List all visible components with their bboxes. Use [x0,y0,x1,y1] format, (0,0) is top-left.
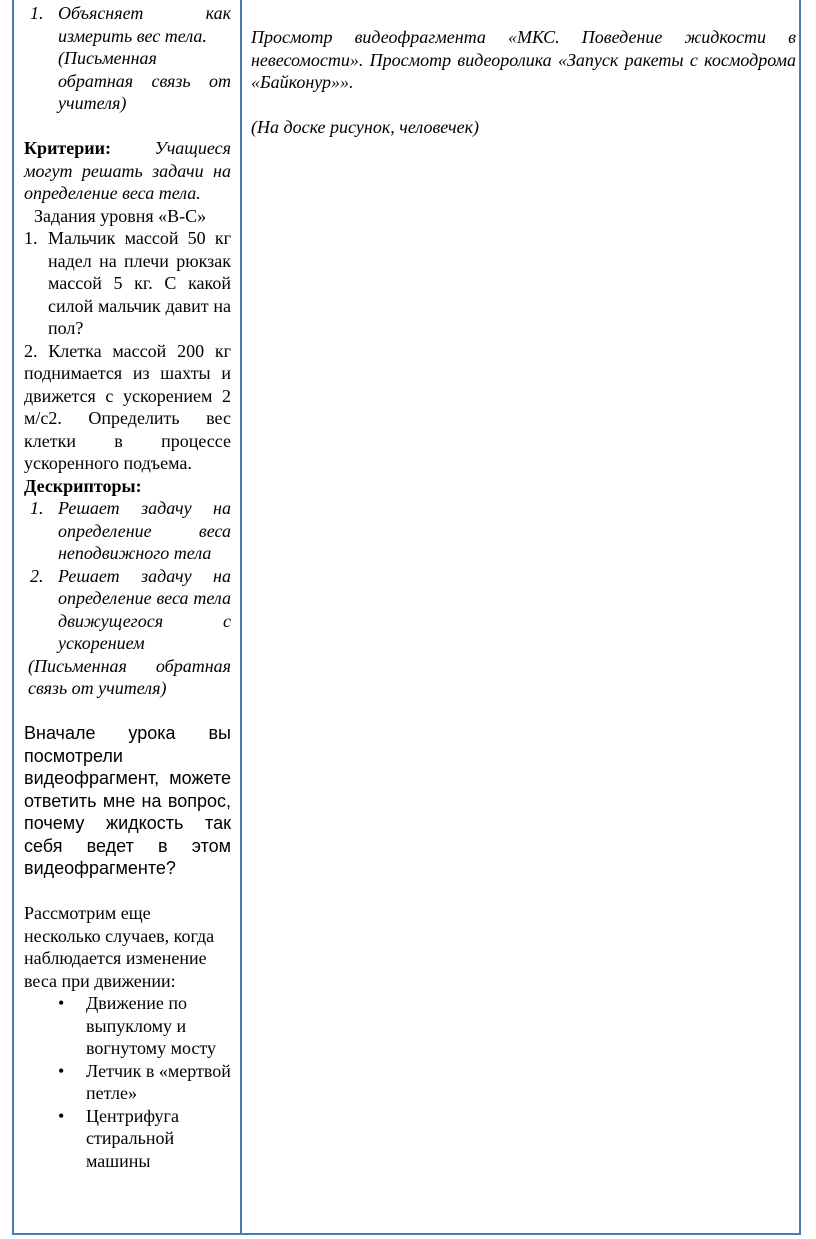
descriptor-list [24,497,231,655]
column-divider [240,0,242,1233]
task-list [24,227,231,340]
case-text: Движение по выпуклому и вогнутому мосту [86,993,217,1058]
lesson-table [12,0,801,1235]
case-text: Центрифуга стиральной машины [86,1105,179,1171]
descriptor-number: 1. [30,498,44,518]
consider-text: Рассмотрим еще несколько случаев, когда наблюдается изменение веса при движении: [24,903,215,991]
case-text: Летчик в «мертвой петле» [86,1060,231,1103]
descriptor-text: Решает задачу на определение веса неподвижного тела [58,498,231,563]
question-text: Вначале урока вы посмотрели видеофрагмент, можете ответить мне на вопрос, почему жидкость так себя ведет в этом видеофрагменте? [24,723,231,878]
objective-number: 1. [30,3,44,23]
task-text: Мальчик массой 50 кг надел на плечи рюкзак массой 5 кг. С какой силой мальчик давит на пол? [48,228,231,338]
criteria-text: Учащиеся могут решать задачи на определение веса тела. [24,138,231,203]
descriptors-heading: Дескрипторы: [24,475,142,496]
objective-note: (Письменная обратная связь от учителя) [58,48,231,113]
case-item [24,1060,231,1105]
case-item [24,1105,231,1173]
case-item [24,992,231,1060]
bullet-icon: • [58,1105,65,1126]
task-item [24,227,231,340]
left-column [24,2,231,1172]
task-number: 1. [24,228,38,248]
objective-item [24,2,231,115]
tasks-heading: Задания уровня «В-С» [34,205,207,226]
cases-list [24,992,231,1172]
right-column [251,26,796,139]
objective-text: Объясняет как измерить вес тела. [58,3,231,46]
descriptor-item [24,565,231,655]
descriptor-number: 2. [30,565,44,586]
bullet-icon: • [58,1060,65,1081]
bullet-icon: • [58,993,65,1013]
video-text: Просмотр видеофрагмента «МКС. Поведение жидкости в невесомости». Просмотр видеоролика «Запуск ракеты с космодрома «Байконур»». [251,27,796,92]
feedback-note: (Письменная обратная связь от учителя) [28,655,231,698]
task2-text: 2. Клетка массой 200 кг поднимается из шахты и движется с ускорением 2 м/с2. Определить вес клетки в процессе ускоренного подъема. [24,340,231,473]
criteria-paragraph [24,137,231,205]
board-text: (На доске рисунок, человечек) [251,117,480,137]
criteria-label: Критерии: [24,138,112,158]
descriptor-text: Решает задачу на определение веса тела движущегося с ускорением [58,565,231,653]
objective-list [24,2,231,115]
descriptor-item [24,497,231,565]
